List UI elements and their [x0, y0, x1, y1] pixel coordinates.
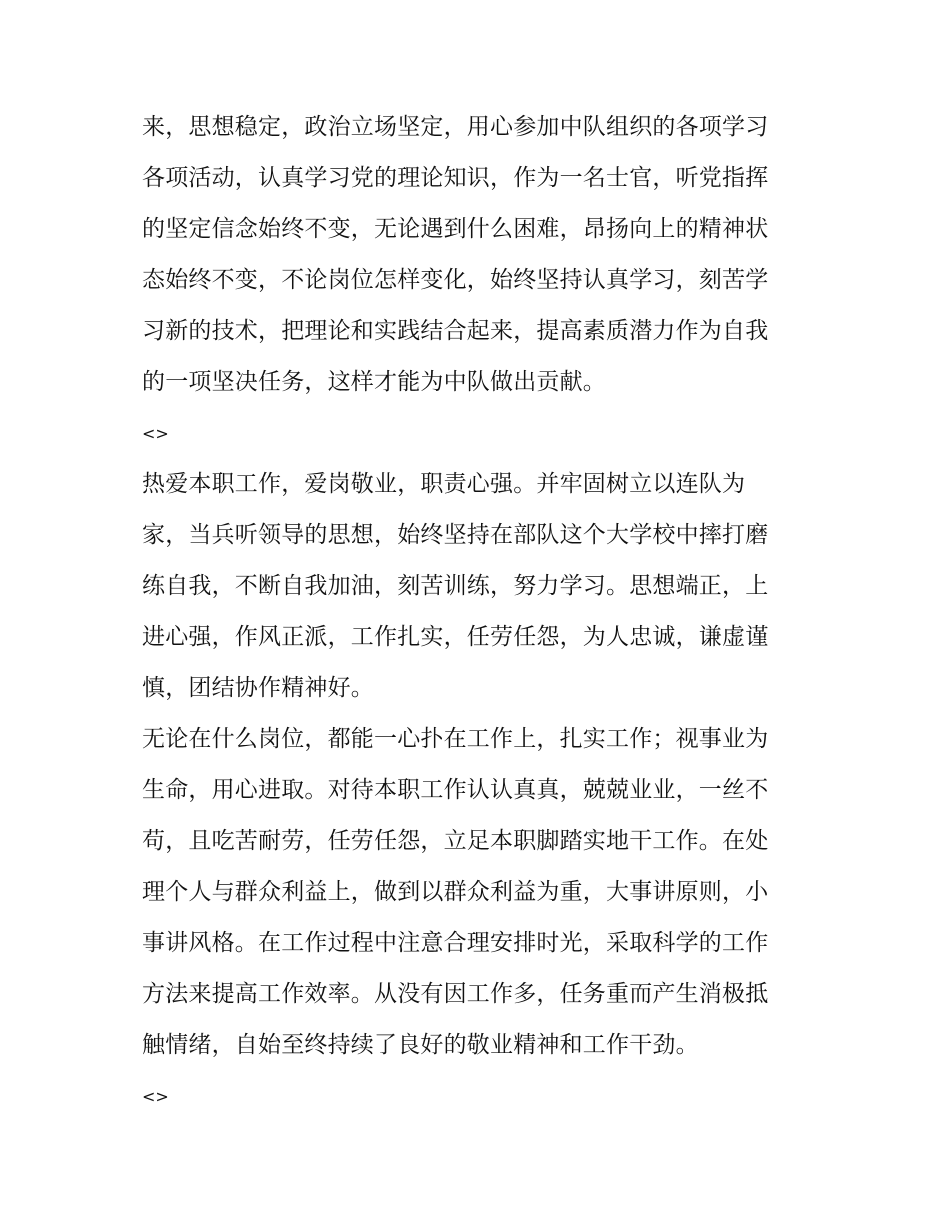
- separator-marker: <>: [142, 424, 169, 443]
- paragraph-line: 事讲风格。在工作过程中注意合理安排时光，采取科学的工作: [142, 930, 769, 956]
- paragraph-line: 理个人与群众利益上，做到以群众利益为重，大事讲原则，小: [142, 879, 769, 905]
- paragraph-line: 态始终不变，不论岗位怎样变化，始终坚持认真学习，刻苦学: [142, 267, 769, 293]
- paragraph-line: 慎，团结协作精神好。: [142, 675, 374, 701]
- paragraph-line: 习新的技术，把理论和实践结合起来，提高素质潜力作为自我: [142, 318, 769, 344]
- paragraph-2: [142, 459, 822, 714]
- paragraph-line: 苟，且吃苦耐劳，任劳任怨，立足本职脚踏实地干工作。在处: [142, 828, 769, 854]
- document-body: [142, 102, 822, 1122]
- separator-marker: <>: [142, 1087, 169, 1106]
- paragraph-line: 各项活动，认真学习党的理论知识，作为一名士官，听党指挥: [142, 165, 769, 191]
- paragraph-line: 方法来提高工作效率。从没有因工作多，任务重而产生消极抵: [142, 981, 769, 1007]
- paragraph-line: 的一项坚决任务，这样才能为中队做出贡献。: [142, 369, 606, 395]
- paragraph-line: 的坚定信念始终不变，无论遇到什么困难，昂扬向上的精神状: [142, 216, 769, 242]
- paragraph-1: [142, 102, 822, 408]
- paragraph-line: 家，当兵听领导的思想，始终坚持在部队这个大学校中摔打磨: [142, 522, 769, 548]
- paragraph-line: 练自我，不断自我加油，刻苦训练，努力学习。思想端正，上: [142, 573, 769, 599]
- paragraph-3: [142, 714, 822, 1071]
- paragraph-line: 无论在什么岗位，都能一心扑在工作上，扎实工作；视事业为: [142, 726, 769, 752]
- paragraph-line: 生命，用心进取。对待本职工作认认真真，兢兢业业，一丝不: [142, 777, 769, 803]
- paragraph-line: 热爱本职工作，爱岗敬业，职责心强。并牢固树立以连队为: [142, 471, 746, 497]
- paragraph-line: 来，思想稳定，政治立场坚定，用心参加中队组织的各项学习: [142, 114, 769, 140]
- paragraph-line: 进心强，作风正派，工作扎实，任劳任怨，为人忠诚，谦虚谨: [142, 624, 769, 650]
- paragraph-line: 触情绪，自始至终持续了良好的敬业精神和工作干劲。: [142, 1032, 699, 1058]
